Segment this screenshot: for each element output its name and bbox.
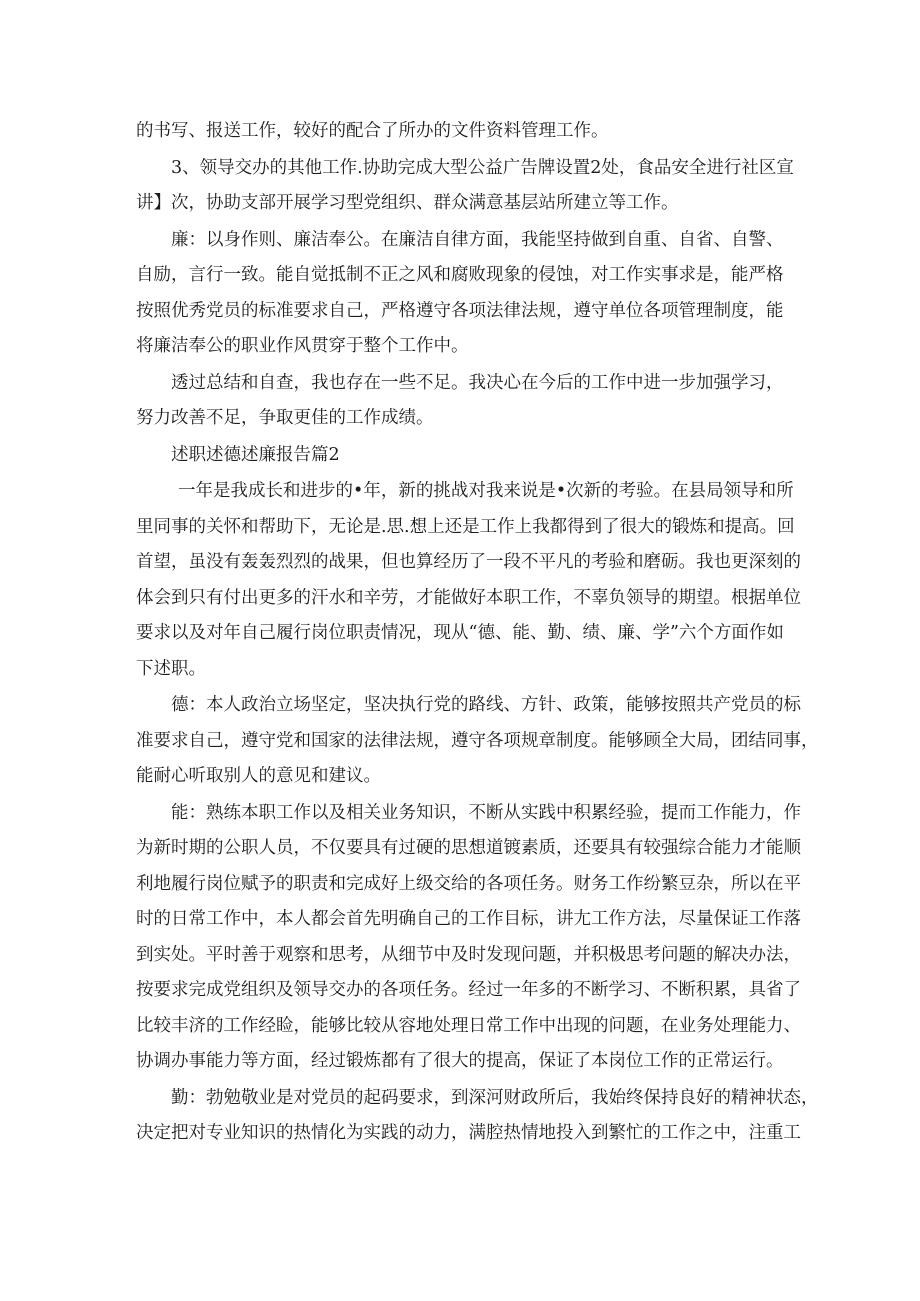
- text-line: 一年是我成长和进步的•年，新的挑战对我来说是•次新的考验。在县局领导和所: [178, 481, 794, 501]
- text-line: 的书写、报送工作，较好的配合了所办的文件资料管理工作。: [136, 121, 609, 141]
- text-line: 决定把对专业知识的热情化为实践的动力，满腔热情地投入到繁忙的工作之中，注重工: [136, 1123, 801, 1143]
- text-line: 协调办事能力等方面，经过锻炼都有了很大的提高，保证了本岗位工作的正常运行。: [136, 1051, 784, 1071]
- text-line: 努力改善不足，争取更佳的工作成绩。: [136, 408, 434, 428]
- text-line: 德：本人政治立场坚定，坚决执行党的路线、方针、政策，能够按照共产党员的标: [171, 695, 801, 715]
- text-line: 里同事的关怀和帮助下，无论是.思.想上还是工作上我都得到了很大的锻炼和提高。回: [136, 516, 795, 537]
- section-heading: [136, 438, 786, 474]
- text-line: 体会到只有付出更多的汗水和辛劳，才能做好本职工作，不辜负领导的期望。根据单位: [136, 587, 801, 608]
- text-line: 勤：勃勉敬业是对党员的起码要求，到深河财政所后，我始终保持良好的精神状态，: [171, 1087, 819, 1108]
- text-line: 廉：以身作则、廉洁奉公。在廉洁自律方面，我能坚持做到自重、自省、自警、: [171, 229, 784, 250]
- text-line: 时的日常工作中，本人都会首先明确自己的工作目标，讲尢工作方法，尽量保证工作落: [136, 909, 801, 929]
- text-line: 能耐心听取别人的意见和建议。: [136, 766, 381, 786]
- paragraph: [136, 1081, 819, 1152]
- document-body: [136, 114, 819, 1152]
- text-line: 利地履行岗位赋予的职责和完成好上级交给的各项任务。财务工作纷繁豆杂，所以在平: [136, 873, 801, 894]
- paragraph: [136, 223, 786, 365]
- text-line: 能：熟练本职工作以及相关业务知识，不断从实践中积累经验，提而工作能力，作: [171, 802, 801, 823]
- paragraph: [136, 114, 786, 150]
- text-line: 讲】次，协助支部开展学习型党组织、群众满意基层站所建立等工作。: [136, 193, 679, 213]
- text-line: 首望，虽没有轰轰烈烈的战果，但也算经历了一段不平凡的考验和磨砺。我也更深刻的: [136, 552, 801, 572]
- text-line: 透过总结和自查，我也存在一些不足。我决心在今后的工作中进一步加强学习，: [171, 372, 784, 393]
- paragraph: [136, 366, 786, 437]
- text-line: 要求以及对年自己履行岗位职责情况，现从“德、能、勤、绩、廉、学”六个方面作如: [136, 623, 784, 643]
- heading-text: 述职述德述廉报告篇2: [171, 444, 340, 465]
- text-line: 比较丰济的工作经睑，能够比较从容地处理日常工作中出现的问题，在业务处理能力、: [136, 1015, 801, 1036]
- paragraph: [136, 796, 801, 1080]
- paragraph: [136, 474, 801, 687]
- text-line: 按照优秀党员的标准要求自己，严格遵守各项法律法规，遵守单位各项管理制度，能: [136, 300, 784, 321]
- text-line: 将廉洁奉公的职业作风贯穿于整个工作中。: [136, 336, 469, 356]
- text-line: 准要求自己，遵守党和国家的法律法规，遵守各项规章制度。能够顾全大局，团结同事，: [136, 730, 819, 751]
- text-line: 下述职。: [136, 658, 206, 679]
- text-line: 自励，言行一致。能自觉抵制不正之风和腐败现象的侵蚀，对工作实事求是，能严格: [136, 265, 784, 285]
- text-line: 到实处。平时善于观察和思考，从细节中及时发现问题，并积极思考问题的解决办法，: [136, 944, 801, 965]
- text-line: 3、领导交办的其他工作.协助完成大型公益广告牌设置2处，食品安全进行社区宣: [171, 157, 794, 178]
- text-line: 为新时期的公职人员，不仅要具有过硬的思想道镀素质，还要具有较强综合能力才能顺: [136, 838, 801, 858]
- text-line: 按要求完成党组织及领导交办的各项任务。经过一年多的不断学习、不断积累，具省了: [136, 980, 801, 1000]
- paragraph: [136, 688, 819, 795]
- paragraph: [136, 151, 794, 222]
